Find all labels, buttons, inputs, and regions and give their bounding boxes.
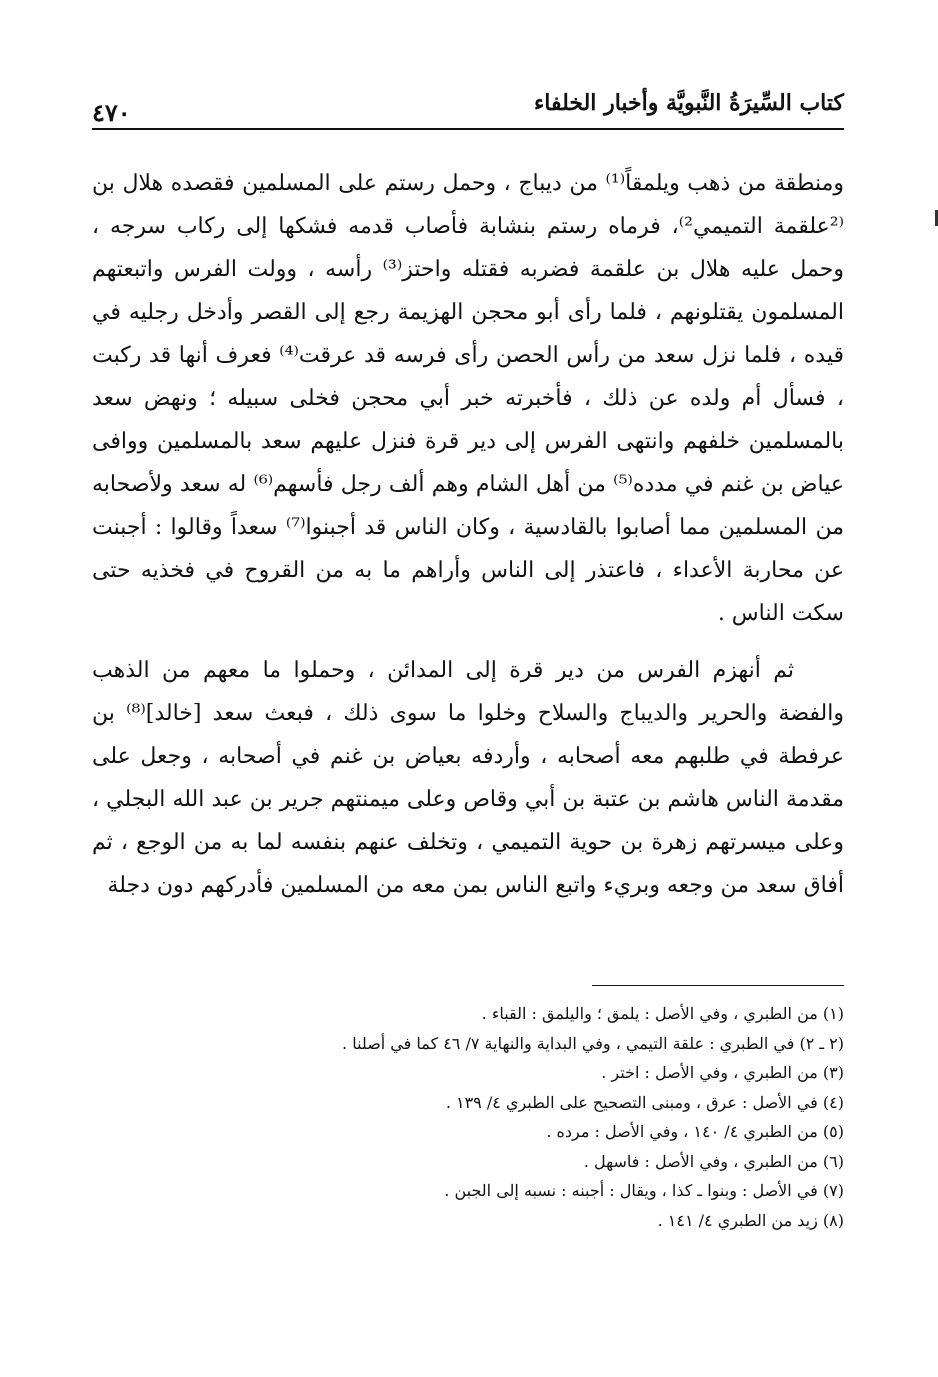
footnote-8: (٨) زيد من الطبري ٤/ ١٤١ .: [657, 1210, 844, 1230]
paragraph-2: ثم أنهزم الفرس من دير قرة إلى المدائن ، وحملوا ما معهم من الذهب والفضة والحرير والديباج والسلاح وخلوا ما سوى ذلك ، فبعث سعد [خالد]⁽⁸⁾ بن عرفطة في طلبهم معه أصحابه ، وأردفه بعياض بن غنم في أصحابه ، وجعل على مقدمة الناس هاشم بن عتبة بن أبي وقاص وعلى ميمنتهم جرير بن عبد الله البجلي ، وعلى ميسرتهم زهرة بن حوية التميمي ، وتخلف عنهم بنفسه لما به من الوجع ، ثم أفاق سعد من وجعه وبريء واتبع الناس بمن معه من المسلمين فأدركهم دون دجلة: [92, 658, 844, 898]
footnote-4: (٤) في الأصل : عرق ، ومبنى التصحيح على الطبري ٤/ ١٣٩ .: [445, 1092, 844, 1112]
footnotes: [92, 999, 844, 1235]
main-text: [92, 162, 844, 907]
footnote-1: (١) من الطبري ، وفي الأصل : يلمق ؛ واليلمق : القباء .: [481, 1004, 844, 1023]
footnote-7: (٧) في الأصل : وبنوا ـ كذا ، ويقال : أجبنه : نسبه إلى الجبن .: [444, 1181, 844, 1200]
running-header: [92, 84, 844, 130]
footnote-3: (٣) من الطبري ، وفي الأصل : اختر .: [601, 1063, 844, 1082]
footnote-divider: [592, 985, 844, 986]
footnote-6: (٦) من الطبري ، وفي الأصل : فاسهل .: [583, 1151, 844, 1171]
footnote-2: (٢ ـ ٢) في الطبري : علقة التيمي ، وفي البداية والنهاية ٧/ ٤٦ كما في أصلنا .: [342, 1033, 844, 1053]
footnote-5: (٥) من الطبري ٤/ ١٤٠ ، وفي الأصل : مرده .: [546, 1122, 844, 1141]
paragraph-1: ومنطقة من ذهب ويلمقاً⁽¹⁾ من ديباج ، وحمل رستم على المسلمين فقصده هلال بن ⁽²علقمة التميمي²⁾، فرماه رستم بنشابة فأصاب قدمه فشكها إلى ركاب سرجه ، وحمل عليه هلال بن علقمة فضربه فقتله واحتز⁽³⁾ رأسه ، وولت الفرس واتبعتهم المسلمون يقتلونهم ، فلما رأى أبو محجن الهزيمة رجع إلى القصر وأدخل رجليه في قيده ، فلما نزل سعد من رأس الحصن رأى فرسه قد عرقت⁽⁴⁾ فعرف أنها قد ركبت ، فسأل أم ولده عن ذلك ، فأخبرته خبر أبي محجن فخلى سبيله ؛ ونهض سعد بالمسلمين خلفهم وانتهى الفرس إلى دير قرة فنزل عليهم سعد بالمسلمين ووافى عياض بن غنم في مدده⁽⁵⁾ من أهل الشام وهم ألف رجل فأسهم⁽⁶⁾ له سعد ولأصحابه من المسلمين مما أصابوا بالقادسية ، وكان الناس قد أجبنوا⁽⁷⁾ سعداً وقالوا : أجبنت عن محاربة الأعداء ، فاعتذر إلى الناس وأراهم ما به من القروح في فخذيه حتى سكت الناس .: [92, 171, 845, 626]
book-title: كتاب السِّيرَةُ النَّبويَّة وأخبار الخلفاء: [533, 90, 844, 116]
page-number: ٤٧٠: [92, 98, 131, 127]
